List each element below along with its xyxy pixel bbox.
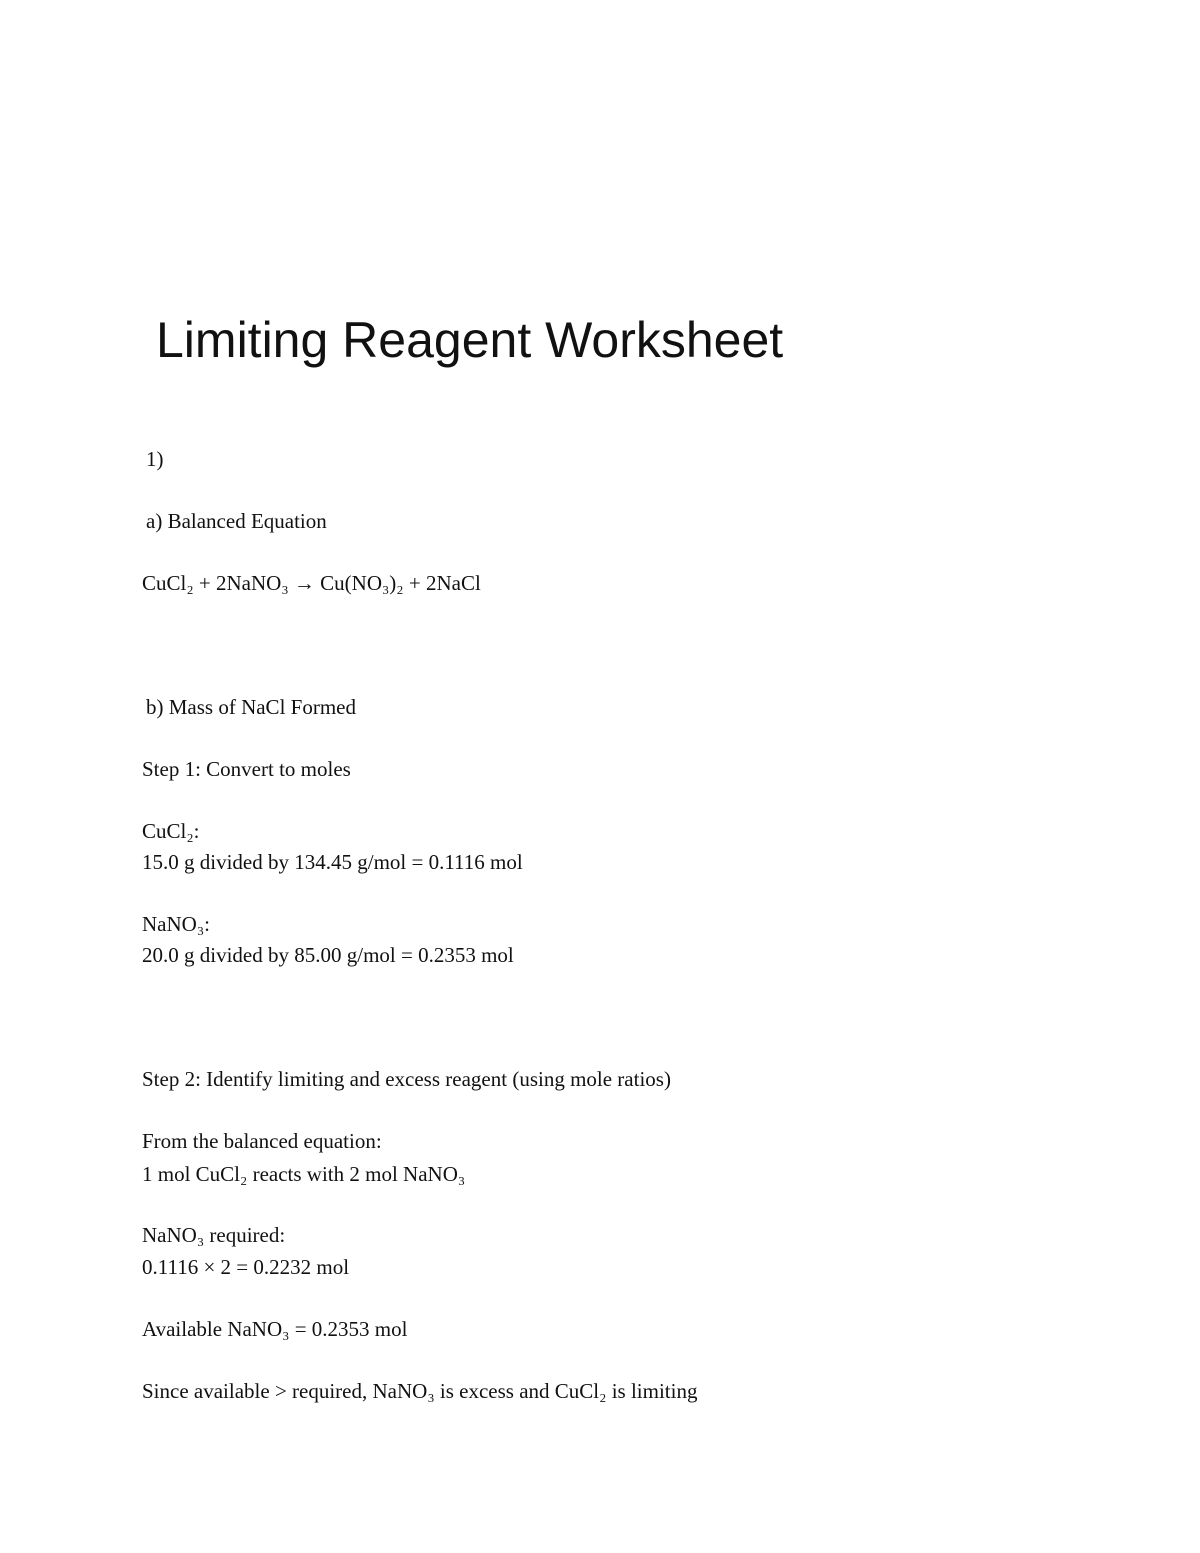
- nano3-calculation: 20.0 g divided by 85.00 g/mol = 0.2353 mol: [142, 943, 514, 967]
- required-calculation: 0.1116 × 2 = 0.2232 mol: [142, 1255, 350, 1279]
- question-number: 1): [146, 447, 164, 471]
- part-a-heading: a) Balanced Equation: [146, 509, 327, 533]
- step1-heading: Step 1: Convert to moles: [142, 757, 351, 781]
- mole-ratio-text: 1 mol CuCl₂ reacts with 2 mol NaNO₃: [142, 1162, 466, 1186]
- conclusion-text: Since available > required, NaNO₃ is excess and CuCl₂ is limiting: [142, 1379, 698, 1403]
- from-equation-text: From the balanced equation:: [142, 1129, 382, 1153]
- part-b-heading: b) Mass of NaCl Formed: [146, 695, 356, 719]
- balanced-equation: CuCl₂ + 2NaNO₃ → Cu(NO₃)₂ + 2NaCl: [142, 571, 481, 595]
- page-title: Limiting Reagent Worksheet: [156, 312, 784, 368]
- required-label: NaNO₃ required:: [142, 1223, 286, 1247]
- nano3-label: NaNO₃:: [142, 912, 210, 936]
- available-text: Available NaNO₃ = 0.2353 mol: [142, 1317, 408, 1341]
- step2-heading: Step 2: Identify limiting and excess reagent (using mole ratios): [142, 1067, 671, 1091]
- cucl2-label: CuCl₂:: [142, 819, 200, 843]
- cucl2-calculation: 15.0 g divided by 134.45 g/mol = 0.1116 mol: [142, 850, 523, 874]
